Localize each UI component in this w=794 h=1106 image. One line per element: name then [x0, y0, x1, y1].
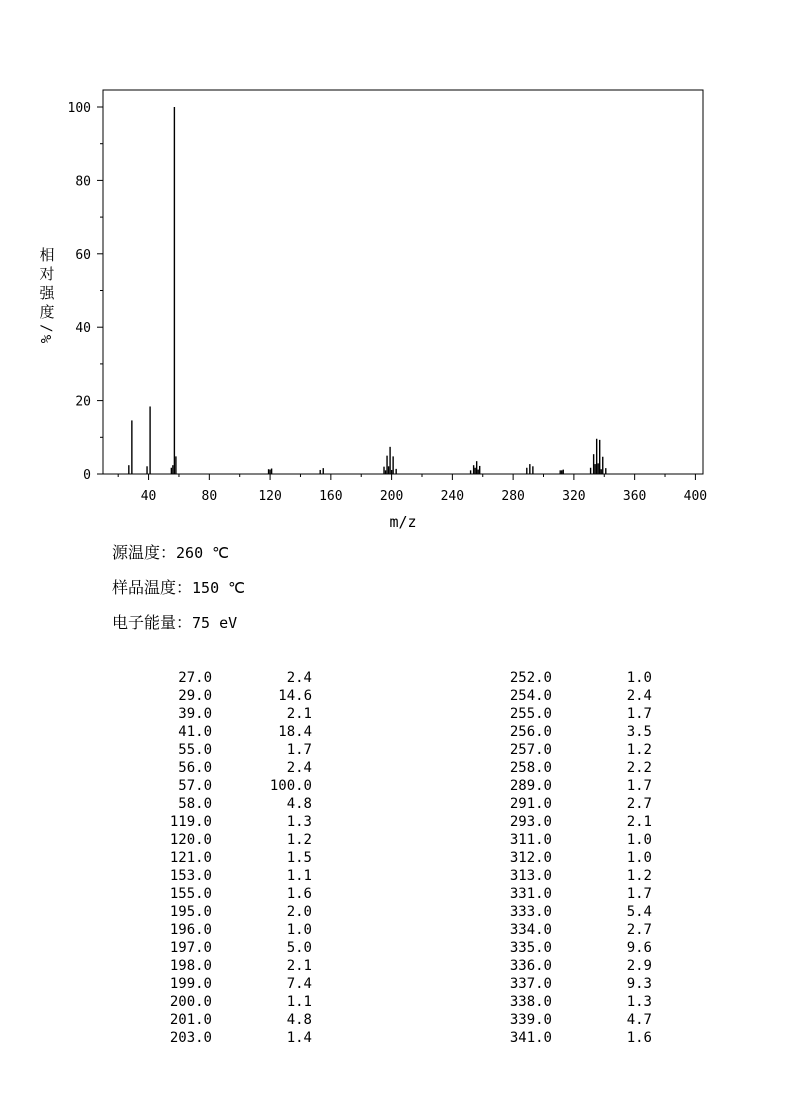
mz-value: 293.0 [509, 814, 552, 830]
intensity-value: 2.1 [286, 706, 312, 722]
intensity-value: 5.4 [626, 904, 652, 920]
mz-value: 195.0 [169, 904, 212, 920]
table-row [140, 921, 320, 939]
x-axis [118, 474, 707, 504]
x-tick-label: 400 [683, 489, 708, 504]
table-row [140, 849, 320, 867]
mz-value: 153.0 [169, 868, 212, 884]
x-tick-label: 240 [440, 489, 465, 504]
mz-value: 55.0 [178, 742, 212, 758]
mz-value: 341.0 [509, 1030, 552, 1046]
table-row [480, 723, 660, 741]
table-row [480, 795, 660, 813]
table-row [140, 723, 320, 741]
table-row [480, 939, 660, 957]
table-row [140, 885, 320, 903]
peak-table-left [140, 669, 320, 1047]
y-title-char: 度 [39, 303, 55, 321]
intensity-value: 1.7 [626, 706, 652, 722]
table-row [140, 975, 320, 993]
intensity-value: 1.3 [626, 994, 652, 1010]
table-row [480, 813, 660, 831]
table-row [480, 957, 660, 975]
intensity-value: 1.1 [286, 994, 312, 1010]
electron-energy-label: 电子能量： [112, 613, 193, 632]
table-row [140, 813, 320, 831]
intensity-value: 2.9 [626, 958, 652, 974]
table-row [480, 921, 660, 939]
sample-temperature-label: 样品温度： [112, 578, 193, 597]
table-row [140, 669, 320, 687]
y-title-char: 强 [39, 284, 55, 302]
table-row [140, 1011, 320, 1029]
x-tick-label: 360 [622, 489, 647, 504]
mz-value: 257.0 [509, 742, 552, 758]
intensity-value: 4.8 [286, 1012, 312, 1028]
mz-value: 39.0 [178, 706, 212, 722]
intensity-value: 3.5 [626, 724, 652, 740]
intensity-value: 1.1 [286, 868, 312, 884]
table-row [480, 741, 660, 759]
mz-value: 29.0 [178, 688, 212, 704]
mz-value: 334.0 [509, 922, 552, 938]
plot-frame [103, 90, 703, 474]
intensity-value: 9.6 [626, 940, 652, 956]
table-row [140, 759, 320, 777]
x-tick-label: 40 [140, 489, 157, 504]
table-row [140, 1029, 320, 1047]
table-row [140, 705, 320, 723]
intensity-value: 1.4 [286, 1030, 312, 1046]
table-row [480, 669, 660, 687]
mz-value: 198.0 [169, 958, 212, 974]
y-tick-label: 100 [67, 101, 91, 116]
table-row [480, 687, 660, 705]
mz-value: 333.0 [509, 904, 552, 920]
intensity-value: 18.4 [278, 724, 312, 740]
y-tick-label: 60 [75, 247, 91, 263]
electron-energy-value: 75 eV [192, 614, 238, 632]
x-tick-label: 80 [201, 489, 218, 504]
mz-value: 120.0 [169, 832, 212, 848]
table-row [140, 777, 320, 795]
y-axis-title [39, 246, 55, 343]
sample-temperature [112, 575, 245, 598]
mz-value: 337.0 [509, 976, 552, 992]
x-tick-label: 160 [319, 489, 343, 504]
intensity-value: 2.7 [626, 796, 652, 812]
intensity-value: 14.6 [278, 688, 312, 704]
source-temperature [112, 540, 229, 563]
table-row [480, 831, 660, 849]
intensity-value: 9.3 [626, 976, 652, 992]
mz-value: 312.0 [509, 850, 552, 866]
table-row [140, 867, 320, 885]
table-row [140, 687, 320, 705]
intensity-value: 2.0 [286, 904, 312, 920]
intensity-value: 4.7 [626, 1012, 652, 1028]
intensity-value: 1.7 [286, 742, 312, 758]
electron-energy [112, 610, 237, 633]
mz-value: 313.0 [509, 868, 552, 884]
table-row [480, 777, 660, 795]
table-row [480, 1029, 660, 1047]
sample-temperature-value: 150 ℃ [192, 579, 245, 597]
mz-value: 58.0 [178, 796, 212, 812]
intensity-value: 1.7 [626, 886, 652, 902]
table-row [480, 849, 660, 867]
mz-value: 311.0 [509, 832, 552, 848]
intensity-value: 2.4 [626, 688, 652, 704]
mz-value: 196.0 [169, 922, 212, 938]
table-row [480, 975, 660, 993]
table-row [480, 705, 660, 723]
intensity-value: 1.0 [626, 832, 652, 848]
mz-value: 200.0 [169, 994, 212, 1010]
source-temperature-label: 源温度： [112, 543, 177, 562]
y-title-char: 相 [39, 246, 55, 264]
intensity-value: 5.0 [286, 940, 312, 956]
table-row [140, 741, 320, 759]
x-tick-label: 120 [258, 489, 282, 504]
x-axis-title: m/z [389, 513, 417, 531]
intensity-value: 1.6 [626, 1030, 652, 1046]
mz-value: 254.0 [509, 688, 552, 704]
table-row [140, 795, 320, 813]
intensity-value: 1.0 [286, 922, 312, 938]
intensity-value: 1.7 [626, 778, 652, 794]
table-row [140, 957, 320, 975]
table-row [140, 903, 320, 921]
table-row [480, 993, 660, 1011]
mz-value: 201.0 [169, 1012, 212, 1028]
intensity-value: 1.5 [286, 850, 312, 866]
mz-value: 331.0 [509, 886, 552, 902]
mz-value: 56.0 [178, 760, 212, 776]
intensity-value: 1.2 [626, 742, 652, 758]
y-tick-label: 80 [75, 174, 91, 190]
y-title-char: % [39, 334, 55, 344]
intensity-value: 4.8 [286, 796, 312, 812]
mz-value: 41.0 [178, 724, 212, 740]
mz-value: 256.0 [509, 724, 552, 740]
table-row [480, 759, 660, 777]
mz-value: 335.0 [509, 940, 552, 956]
intensity-value: 100.0 [269, 778, 312, 794]
y-title-char: / [39, 323, 55, 333]
x-tick-label: 320 [562, 489, 586, 504]
table-row [480, 885, 660, 903]
mz-value: 155.0 [169, 886, 212, 902]
y-tick-label: 20 [75, 394, 91, 410]
intensity-value: 2.4 [286, 760, 312, 776]
intensity-value: 1.2 [626, 868, 652, 884]
mz-value: 255.0 [509, 706, 552, 722]
intensity-value: 2.1 [626, 814, 652, 830]
intensity-value: 2.2 [626, 760, 652, 776]
mz-value: 199.0 [169, 976, 212, 992]
table-row [140, 993, 320, 1011]
table-row [480, 867, 660, 885]
mz-value: 289.0 [509, 778, 552, 794]
mz-value: 252.0 [509, 670, 552, 686]
intensity-value: 1.6 [286, 886, 312, 902]
mz-value: 336.0 [509, 958, 552, 974]
intensity-value: 1.0 [626, 670, 652, 686]
mz-value: 197.0 [169, 940, 212, 956]
mz-value: 338.0 [509, 994, 552, 1010]
mz-value: 203.0 [169, 1030, 212, 1046]
peak-table-right [480, 669, 660, 1047]
intensity-value: 1.2 [286, 832, 312, 848]
intensity-value: 2.4 [286, 670, 312, 686]
table-row [140, 939, 320, 957]
y-tick-label: 40 [75, 321, 91, 337]
intensity-value: 2.1 [286, 958, 312, 974]
mz-value: 119.0 [169, 814, 212, 830]
mz-value: 27.0 [178, 670, 212, 686]
mz-value: 339.0 [509, 1012, 552, 1028]
mz-value: 121.0 [169, 850, 212, 866]
mz-value: 291.0 [509, 796, 552, 812]
table-row [480, 903, 660, 921]
y-axis [68, 101, 103, 483]
intensity-value: 1.0 [626, 850, 652, 866]
source-temperature-value: 260 ℃ [176, 544, 229, 562]
table-row [140, 831, 320, 849]
peak-series [129, 107, 606, 474]
mz-value: 57.0 [178, 778, 212, 794]
y-title-char: 对 [39, 265, 55, 283]
x-tick-label: 200 [379, 489, 404, 504]
y-tick-label: 0 [83, 468, 91, 483]
mass-spectrum-chart [0, 0, 794, 540]
mz-value: 258.0 [509, 760, 552, 776]
intensity-value: 2.7 [626, 922, 652, 938]
table-row [480, 1011, 660, 1029]
intensity-value: 1.3 [286, 814, 312, 830]
x-tick-label: 280 [501, 489, 525, 504]
intensity-value: 7.4 [286, 976, 312, 992]
